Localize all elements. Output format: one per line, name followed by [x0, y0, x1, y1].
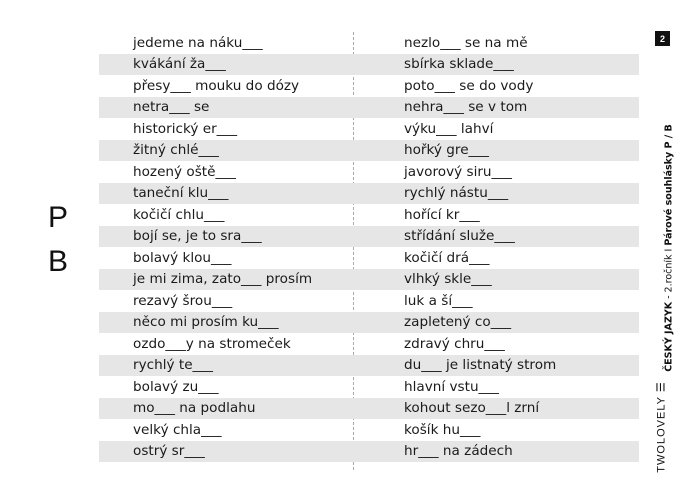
- grade-label: - 2.ročník I: [663, 245, 675, 302]
- exercise-table: [99, 32, 639, 462]
- exercise-right: kočičí drá___: [404, 249, 490, 266]
- exercise-left: rychlý te___: [133, 357, 213, 374]
- exercise-left: ostrý sr___: [133, 443, 205, 460]
- exercise-row: [99, 312, 639, 334]
- exercise-row: [99, 290, 639, 312]
- letter-b: B: [48, 245, 69, 278]
- exercise-left: bolavý klou___: [133, 249, 232, 266]
- exercise-left: historický er___: [133, 120, 238, 137]
- exercise-row: [99, 183, 639, 205]
- exercise-right: rychlý nástu___: [404, 185, 509, 202]
- exercise-row: [99, 441, 639, 463]
- exercise-right: poto___ se do vody: [404, 77, 534, 94]
- exercise-row: [99, 269, 639, 291]
- exercise-right: zapletený co___: [404, 314, 512, 331]
- exercise-row: [99, 32, 639, 54]
- exercise-right: kohout sezo___l zrní: [404, 400, 540, 417]
- exercise-right: hr___ na zádech: [404, 443, 513, 460]
- exercise-left: ozdo___y na stromeček: [133, 335, 291, 352]
- exercise-row: [99, 355, 639, 377]
- exercise-right: sbírka sklade___: [404, 56, 514, 73]
- exercise-row: [99, 419, 639, 441]
- exercise-row: [99, 54, 639, 76]
- exercise-right: hlavní vstu___: [404, 378, 499, 395]
- exercise-row: [99, 204, 639, 226]
- exercise-left: velký chla___: [133, 421, 222, 438]
- subject-label: ČESKÝ JAZYK: [663, 301, 675, 372]
- letters-column: [48, 196, 72, 284]
- exercise-right: nezlo___ se na mě: [404, 34, 528, 51]
- exercise-right: vlhký skle___: [404, 271, 492, 288]
- exercise-row: [99, 118, 639, 140]
- exercise-left: něco mi prosím ku___: [133, 314, 279, 331]
- exercise-left: kvákání ža___: [133, 56, 226, 73]
- exercise-row: [99, 226, 639, 248]
- exercise-right: du___ je listnatý strom: [404, 357, 557, 374]
- exercise-left: žitný chlé___: [133, 142, 219, 159]
- exercise-row: [99, 398, 639, 420]
- exercise-row: [99, 247, 639, 269]
- exercise-row: [99, 97, 639, 119]
- exercise-row: [99, 140, 639, 162]
- page-number-badge: 2: [655, 31, 670, 46]
- exercise-left: je mi zima, zato___ prosím: [133, 271, 313, 288]
- exercise-right: javorový siru___: [404, 163, 512, 180]
- exercise-left: netra___ se: [133, 99, 210, 116]
- exercise-right: hořký gre___: [404, 142, 489, 159]
- exercise-left: rezavý šrou___: [133, 292, 233, 309]
- side-title: [664, 124, 675, 372]
- letter-p: P: [48, 201, 69, 234]
- exercise-right: výku___ lahví: [404, 120, 494, 137]
- exercise-row: [99, 161, 639, 183]
- exercise-row: [99, 376, 639, 398]
- exercise-left: taneční klu___: [133, 185, 229, 202]
- exercise-left: bojí se, je to sra___: [133, 228, 262, 245]
- exercise-left: jedeme na náku___: [133, 34, 263, 51]
- exercise-left: hozený oště___: [133, 163, 236, 180]
- brand-logo: TWOLOVELY ☰: [655, 381, 668, 473]
- exercise-left: mo___ na podlahu: [133, 400, 256, 417]
- exercise-left: bolavý zu___: [133, 378, 219, 395]
- exercise-right: luk a ší___: [404, 292, 473, 309]
- exercise-right: nehra___ se v tom: [404, 99, 528, 116]
- exercise-right: střídání služe___: [404, 228, 515, 245]
- exercise-right: hořící kr___: [404, 206, 480, 223]
- exercise-right: zdravý chru___: [404, 335, 505, 352]
- exercise-row: [99, 333, 639, 355]
- exercise-right: košík hu___: [404, 421, 481, 438]
- exercise-left: přesy___ mouku do dózy: [133, 77, 300, 94]
- exercise-left: kočičí chlu___: [133, 206, 225, 223]
- exercise-row: [99, 75, 639, 97]
- topic-label: Párové souhlásky P / B: [663, 124, 675, 246]
